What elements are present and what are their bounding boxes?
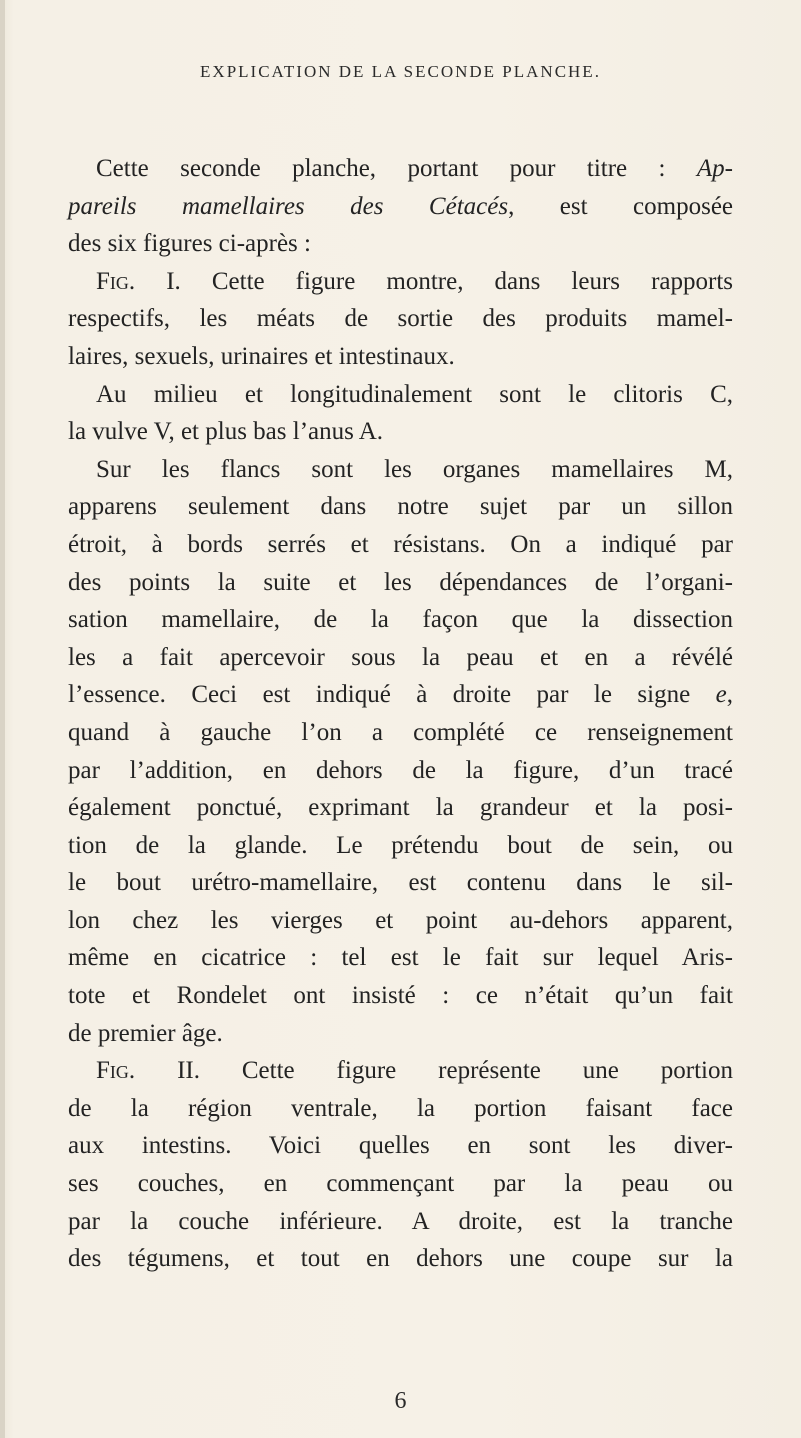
italic-run: e — [715, 681, 727, 709]
text-run: tote et Rondelet ont insisté : ce n’était qu’un fait — [68, 982, 733, 1010]
text-line — [68, 376, 733, 414]
italic-run: pareils mamellaires des Cétacés — [68, 192, 509, 220]
text-line — [68, 676, 733, 714]
text-run: même en cicatrice : tel est le fait sur lequel Aris- — [68, 944, 733, 972]
text-run: la vulve V, et plus bas l’anus A. — [68, 418, 384, 446]
text-run: des tégumens, et tout en dehors une coupe sur la — [68, 1245, 733, 1273]
text-run: sation mamellaire, de la façon que la dissection — [68, 606, 733, 634]
text-line — [68, 1015, 733, 1053]
text-line — [68, 263, 733, 301]
text-run: tion de la glande. Le prétendu bout de sein, ou — [68, 831, 733, 859]
text-run: II. Cette figure représente une portion — [135, 1057, 733, 1085]
text-run: lon chez les vierges et point au-dehors apparent, — [68, 906, 733, 934]
text-run: ses couches, en commençant par la peau ou — [68, 1170, 733, 1198]
text-run: laires, sexuels, urinaires et intestinaux. — [68, 342, 455, 370]
text-run: , est composée — [508, 192, 734, 220]
text-run: quand à gauche l’on a complété ce renseignement — [68, 718, 733, 746]
text-line — [68, 451, 733, 489]
running-head: EXPLICATION DE LA SECONDE PLANCHE. — [200, 62, 601, 81]
text-line — [68, 188, 733, 226]
text-run: Au milieu et longitudinalement sont le clitoris C, — [96, 380, 733, 408]
page-gutter-edge — [0, 0, 5, 1438]
text-run: des six figures ci-après : — [68, 230, 311, 258]
text-line — [68, 601, 733, 639]
text-run: des points la suite et les dépendances de l’organi- — [68, 568, 733, 596]
text-line — [68, 902, 733, 940]
text-run: les a fait apercevoir sous la peau et en a révélé — [68, 643, 733, 671]
text-line — [68, 413, 733, 451]
text-line — [68, 150, 733, 188]
text-line — [68, 488, 733, 526]
text-run: respectifs, les méats de sortie des produits mamel- — [68, 305, 733, 333]
text-line — [68, 338, 733, 376]
text-line — [68, 1165, 733, 1203]
text-run: de la région ventrale, la portion faisant face — [68, 1094, 733, 1122]
text-run: apparens seulement dans notre sujet par un sillon — [68, 493, 733, 521]
text-run: par la couche inférieure. A droite, est la tranche — [68, 1207, 733, 1235]
paragraph — [68, 1052, 733, 1278]
text-line — [68, 977, 733, 1015]
text-line — [68, 1127, 733, 1165]
text-line — [68, 639, 733, 677]
paragraph — [68, 263, 733, 376]
paragraph — [68, 451, 733, 1053]
text-run: Cette seconde planche, portant pour titre : — [96, 155, 697, 182]
body-text — [68, 150, 733, 1278]
text-line — [68, 789, 733, 827]
italic-run: Ap- — [696, 155, 733, 182]
text-line — [68, 1203, 733, 1241]
text-line — [68, 300, 733, 338]
text-line — [68, 752, 733, 790]
text-line — [68, 1090, 733, 1128]
paragraph — [68, 150, 733, 263]
text-run: étroit, à bords serrés et résistans. On a indiqué par — [68, 530, 733, 558]
text-line — [68, 714, 733, 752]
text-line — [68, 526, 733, 564]
small-caps-run: Fig. — [96, 1057, 136, 1085]
text-run: le bout urétro-mamellaire, est contenu dans le sil- — [68, 869, 733, 897]
text-line — [68, 1240, 733, 1278]
text-line — [68, 864, 733, 902]
text-run: Sur les flancs sont les organes mamellaires M, — [96, 455, 733, 483]
text-run: , — [726, 681, 733, 709]
text-run: par l’addition, en dehors de la figure, d’un tracé — [68, 756, 733, 784]
paragraph — [68, 376, 733, 451]
text-run: I. Cette figure montre, dans leurs rapports — [135, 267, 733, 295]
text-line — [68, 564, 733, 602]
text-run: l’essence. Ceci est indiqué à droite par le signe — [68, 681, 716, 709]
signature-mark: 6 — [394, 1388, 407, 1414]
small-caps-run: Fig. — [96, 267, 136, 295]
text-line — [68, 225, 733, 263]
text-run: également ponctué, exprimant la grandeur et la posi- — [68, 794, 733, 822]
text-line — [68, 1052, 733, 1090]
text-line — [68, 827, 733, 865]
text-run: aux intestins. Voici quelles en sont les diver- — [68, 1132, 733, 1160]
text-line — [68, 939, 733, 977]
text-run: de premier âge. — [68, 1019, 223, 1047]
